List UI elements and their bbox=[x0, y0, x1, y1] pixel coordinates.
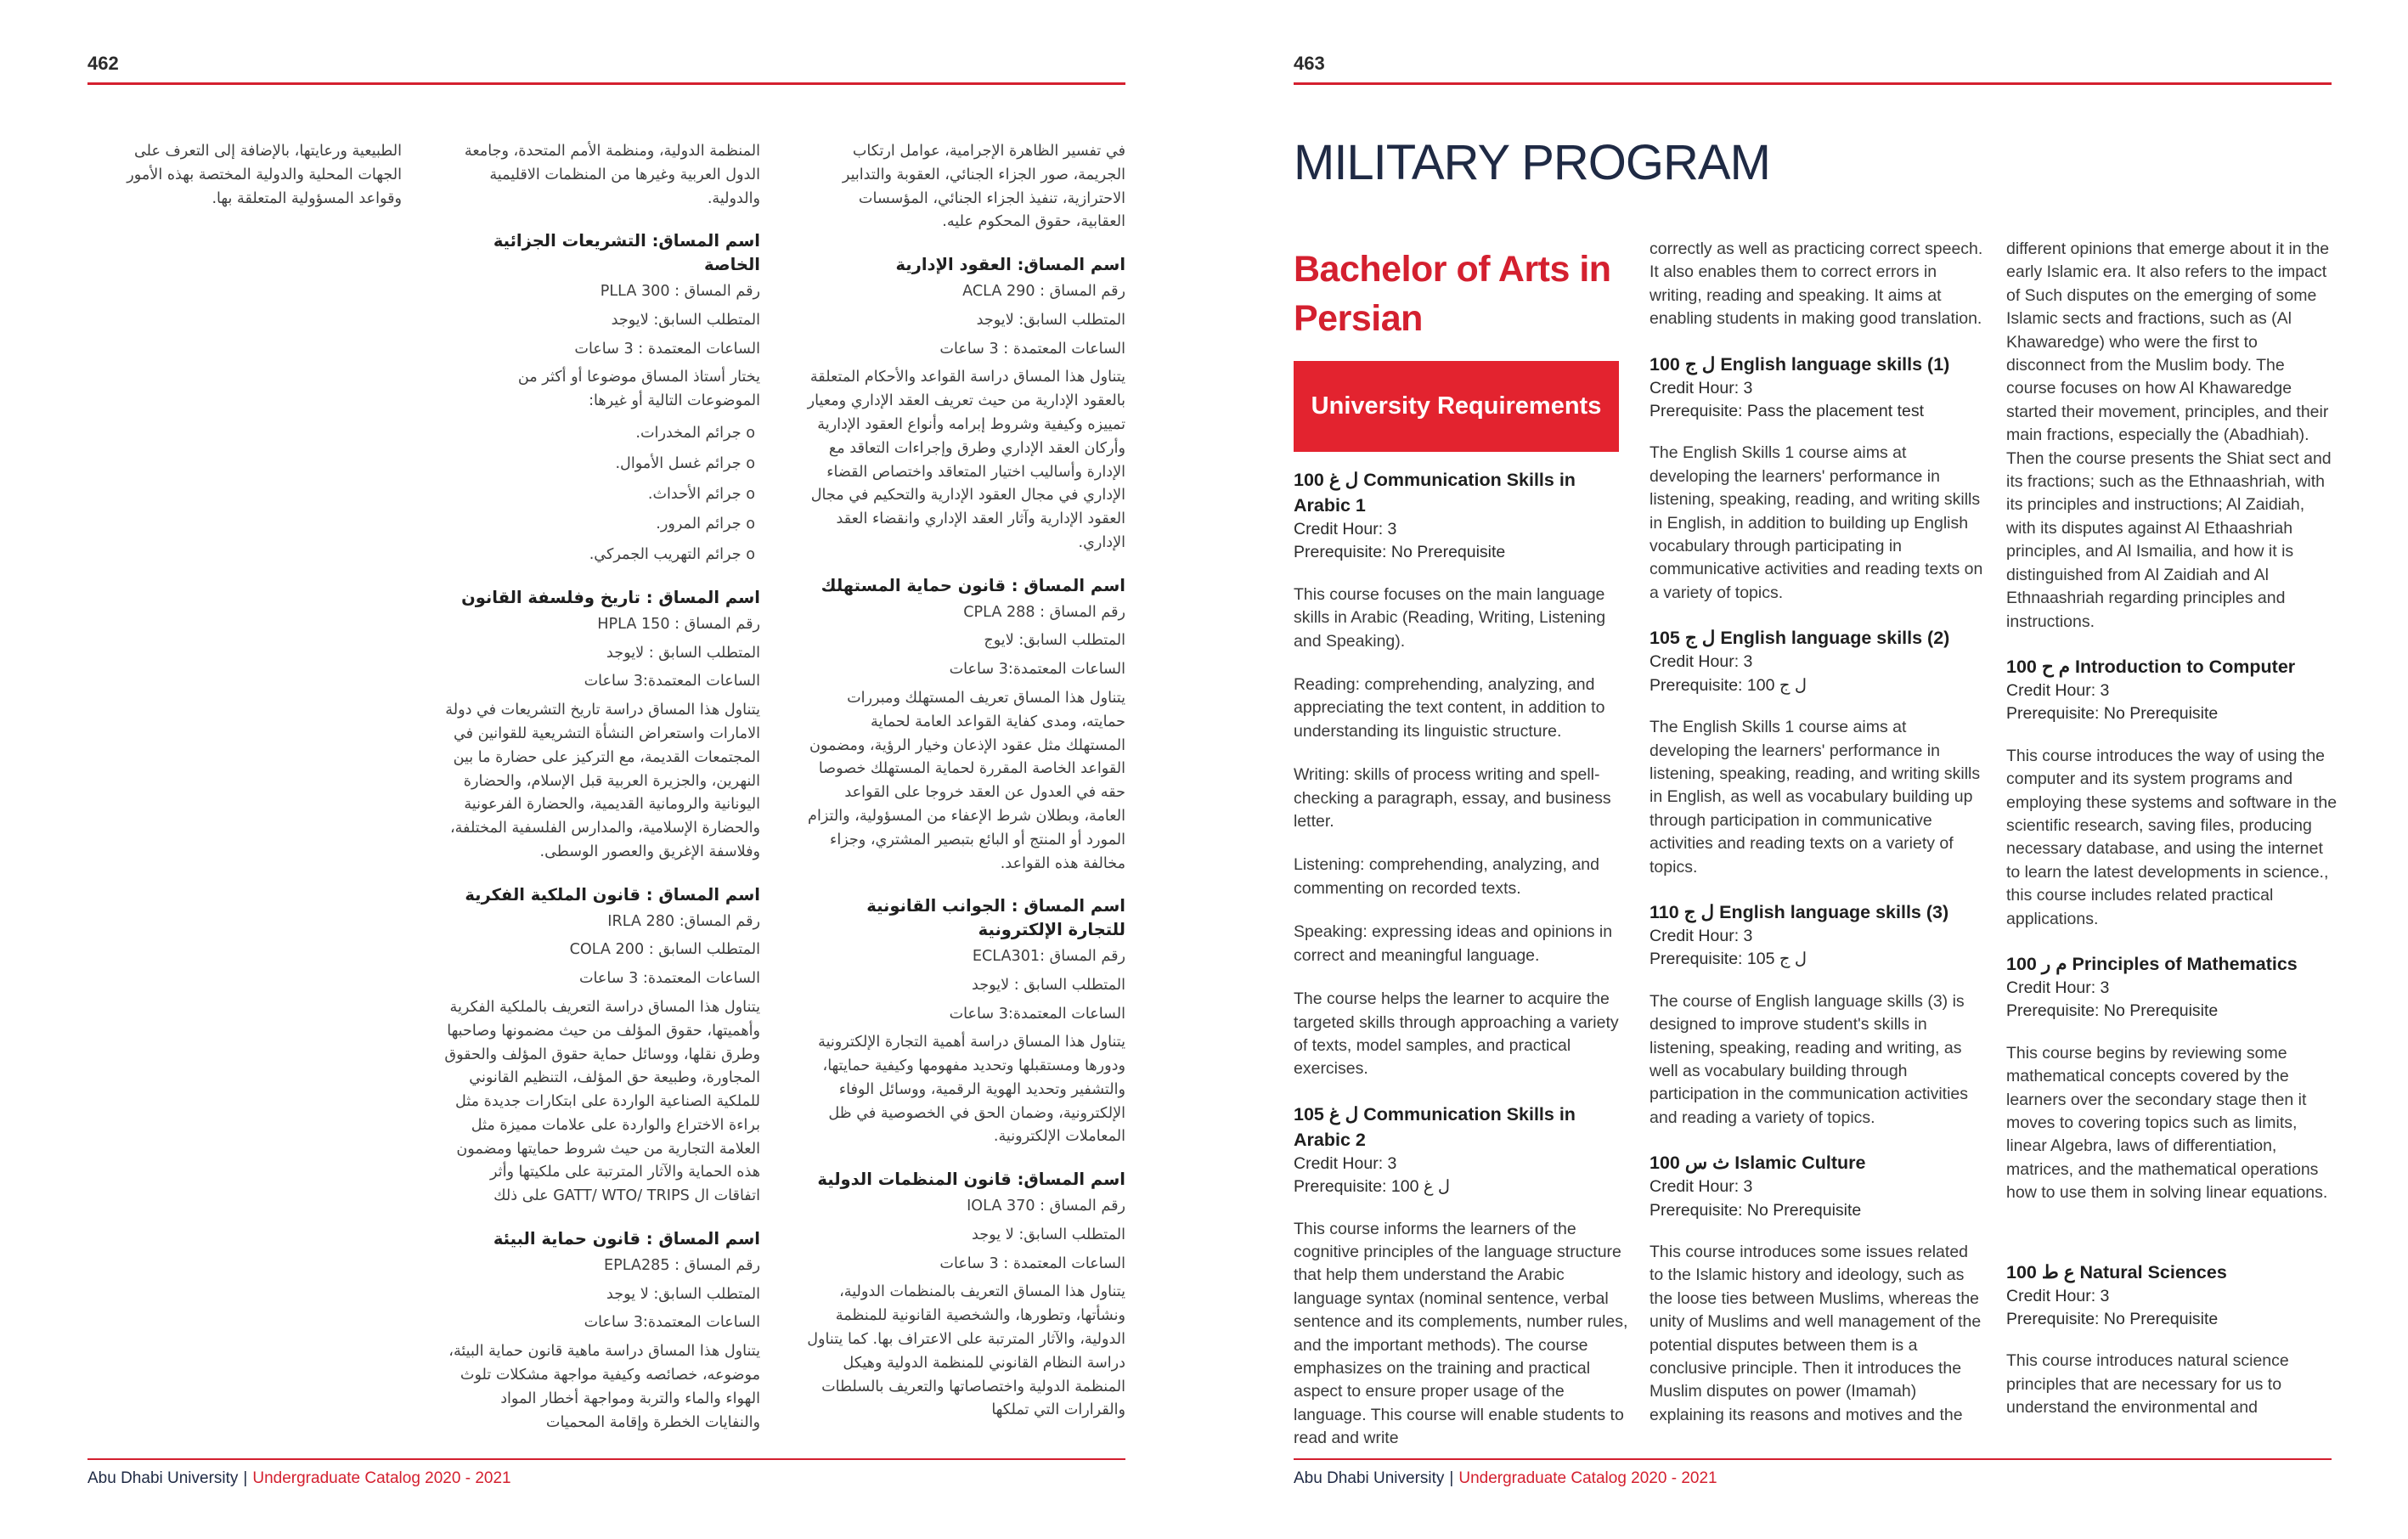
arabic-course-meta: رقم المساق: IRLA 280 bbox=[607, 912, 760, 930]
arabic-list-item: o جرائم الأحداث. bbox=[647, 485, 755, 503]
course-description: The English Skills 1 course aims at developing the learners' performance in listening, speaking, reading, and writing skills in English, as well as vocabulary building up through participation in communicative activities and reading texts on a variety of topics. bbox=[1650, 718, 1981, 877]
arabic-course-meta: المتطلب السابق : لايوجد bbox=[606, 644, 760, 662]
course-heading: 105 ل غ Communication Skills in Arabic 2 bbox=[1294, 1103, 1576, 1150]
course-description: correctly as well as practicing correct speech. It also enables them to correct errors in writing, reading and speaking. It aims at enabling students in making good translation. bbox=[1650, 240, 1983, 329]
arabic-paragraph: المنظمة الدولية، ومنظمة الأمم المتحدة، وجامعة الدول العربية وغيرها من المنظمات الاقليمية والدولية. bbox=[464, 143, 760, 207]
arabic-paragraph: يتناول هذا المساق دراسة ماهية قانون حماية البيئة، موضوعه، خصائصه وكيفية مواجهة مشكلات تلوث الهواء والماء والتربة ومواجهة أخطار المواد والنفايات الخطرة وإقامة المحميات bbox=[448, 1343, 760, 1431]
course-description: Writing: skills of process writing and spell-checking a paragraph, essay, and business letter. bbox=[1294, 765, 1611, 832]
course-description: The course of English language skills (3) is designed to improve student's skills in listening, speaking, reading and writing, as well as vocabulary building through participation in the communication activities and reading a variety of topics. bbox=[1650, 991, 1969, 1127]
arabic-course-meta: رقم المساق : EPLA285 bbox=[603, 1256, 760, 1274]
left-page-column-2 bbox=[442, 140, 760, 1443]
arabic-course-meta: رقم المساق :ECLA301 bbox=[972, 947, 1125, 965]
course-meta: Prerequisite: 100 ل غ bbox=[1294, 1177, 1451, 1197]
arabic-course-meta: الساعات المعتمدة : 3 ساعات bbox=[939, 1254, 1125, 1272]
course-heading: 100 ل ج English language skills (1) bbox=[1650, 353, 1950, 375]
course-meta: Credit Hour: 3 bbox=[1294, 520, 1397, 538]
degree-title: Bachelor of Arts in Persian bbox=[1294, 249, 1611, 339]
course-description: Speaking: expressing ideas and opinions in correct and meaningful language. bbox=[1294, 922, 1613, 965]
header-rule-right bbox=[1294, 82, 2332, 85]
arabic-course-meta: رقم المساق : PLLA 300 bbox=[600, 282, 760, 300]
course-description: Reading: comprehending, analyzing, and appreciating the text content, in addition to understanding its linguistic structure. bbox=[1294, 675, 1605, 741]
course-heading: 100 ل غ Communication Skills in Arabic 1 bbox=[1294, 470, 1576, 516]
page-number-left: 462 bbox=[87, 53, 119, 74]
footer-separator: | bbox=[1449, 1469, 1454, 1487]
arabic-list-item: o جرائم غسل الأموال. bbox=[615, 454, 755, 472]
arabic-course-meta: رقم المساق : HPLA 150 bbox=[597, 615, 760, 633]
arabic-course-heading: اسم المساق : تاريخ وفلسفة القانون bbox=[461, 587, 760, 607]
arabic-course-meta: رقم المساق : CPLA 288 bbox=[963, 603, 1125, 621]
course-meta: Credit Hour: 3 bbox=[2006, 978, 2110, 997]
arabic-paragraph: يتناول هذا المساق التعريف بالمنظمات الدولية، ونشأتها، وتطورها، والشخصية القانونية للمنظمة الدولية، والآثار المترتبة على الاعتراف بها. كما يتناول دراسة النظام القانوني للمنظمة الدولية وهيكل المنظمة الدولية واختصاصاتها والتعريف بالسلطات والقرارات التي تملكها bbox=[807, 1283, 1125, 1419]
arabic-paragraph: يتناول هذا المساق دراسة أهمية التجارة الإلكترونية ودورها ومستقبلها وتحديد مفهومها وكيفية حمايتها، والتشفير وتحديد الهوية الرقمية، ووسائل الوفاء الإلكترونية، وضمان الحق في الخصوصية في ظل المعاملات الإلكترونية. bbox=[818, 1034, 1125, 1146]
course-heading: 110 ل ج English language skills (3) bbox=[1650, 901, 1949, 922]
course-meta: Prerequisite: No Prerequisite bbox=[2006, 1001, 2219, 1021]
course-description: This course introduces natural science principles that are necessary for us to understand the environmental and bbox=[2006, 1351, 2289, 1418]
arabic-course-meta: المتطلب السابق: لايوجد bbox=[976, 311, 1125, 329]
course-meta: Credit Hour: 3 bbox=[1650, 1177, 1753, 1197]
right-page-column-1 bbox=[1294, 467, 1629, 1471]
program-title: MILITARY PROGRAM bbox=[1294, 135, 1770, 190]
footer-rule-left bbox=[87, 1458, 1125, 1460]
arabic-paragraph: يتناول هذا المساق تعريف المستهلك ومبررات حمايته، ومدى كفاية القواعد العامة لحماية المستهلك مثل عقود الإذعان وخيار الرؤية، ومضمون القواعد الخاصة المقررة لحماية المستهلك خصوصا حقه في العدول عن العقد خروجا على القواعد العامة، وبطلان شرط الإعفاء من المسؤولية، والتزام المورد أو المنتج أو البائع بتبصير المشتري، وجزاء مخالفة هذه القواعد. bbox=[808, 689, 1125, 872]
arabic-course-meta: الساعات المعتمدة : 3 ساعات bbox=[939, 340, 1125, 358]
arabic-course-meta: الساعات المعتمدة:3 ساعات bbox=[584, 673, 760, 691]
course-meta: Credit Hour: 3 bbox=[1650, 926, 1753, 945]
arabic-paragraph: يتناول هذا المساق دراسة القواعد والأحكام المتعلقة بالعقود الإدارية من حيث تعريف العقد الإداري ومعيار تمييزه وكيفية وشروط إبرامه وأنواع العقود الإدارية وأركان العقد الإداري وطرق وإجراءات التعاقد مع الإدارة وأساليب اختيار المتعاقد واختصاص القضاء الإداري في مجال العقود الإدارية والتحكيم في مجال العقود الإدارية وآثار العقد الإداري وانقضاء العقد الإداري. bbox=[807, 369, 1125, 551]
page-number-right: 463 bbox=[1294, 53, 1325, 74]
course-description: different opinions that emerge about it in the early Islamic era. It also refers to the impact of Such disputes on the emerging of some Islamic sects and fractions, such as (Al Khawaredge) who were the first to disconnect from the Muslim body. The course focuses on how Al Khawaredge started their movement, principles, and their main fractions, especially the (Abadhiah). Then the course presents the Shiat sect and its fractions; such as the Ethnaashriah, with its principles and instructions; Al Zaidiah, with its disputes against Al Ethaashriah principles, and Al Ismailia, and how it is distinguished from Al Zaidiah and Al Ethnaashriah regarding principles and instructions. bbox=[2006, 240, 2332, 631]
arabic-course-meta: المتطلب السابق: لايوج bbox=[984, 632, 1125, 650]
left-page-column-1 bbox=[807, 140, 1125, 1431]
arabic-list-item: o جرائم المخدرات. bbox=[635, 424, 755, 442]
header-rule-left bbox=[87, 82, 1125, 85]
arabic-course-heading: اسم المساق: العقود الإدارية bbox=[895, 255, 1125, 275]
course-description: The English Skills 1 course aims at developing the learners' performance in listening, speaking, reading, and writing skills in English, in addition to building up English vocabulary through participating in communicative activities and reading texts on a variety of topics. bbox=[1650, 443, 1983, 602]
course-meta: Credit Hour: 3 bbox=[2006, 1286, 2110, 1305]
course-meta: Prerequisite: Pass the placement test bbox=[1650, 402, 1924, 421]
footer-catalog: Undergraduate Catalog 2020 - 2021 bbox=[252, 1469, 511, 1487]
arabic-paragraph: في تفسير الظاهرة الإجرامية، عوامل ارتكاب الجريمة، صور الجزاء الجنائي، العقوبة والتدابير الاحترازية، تنفيذ الجزاء الجنائي، المؤسسات العقابية، حقوق المحكوم عليه. bbox=[842, 143, 1125, 231]
course-description: This course introduces the way of using the computer and its system programs and employing these systems and software in the scientific research, saving files, producing necessary database, and using the internet to learn the latest developments in science., this course includes related practical applications. bbox=[2006, 746, 2338, 928]
arabic-course-meta: الساعات المعتمدة:3 ساعات bbox=[949, 1005, 1125, 1023]
course-meta: Credit Hour: 3 bbox=[1650, 378, 1753, 397]
footer-right bbox=[1294, 1469, 1717, 1488]
arabic-course-meta: الساعات المعتمدة:3 ساعات bbox=[949, 661, 1125, 679]
course-description: This course focuses on the main language skills in Arabic (Reading, Writing, Listening and Speaking). bbox=[1294, 584, 1606, 651]
footer-university: Abu Dhabi University bbox=[1294, 1469, 1445, 1487]
course-meta: Prerequisite: No Prerequisite bbox=[2006, 1310, 2219, 1329]
course-meta: Credit Hour: 3 bbox=[1650, 652, 1753, 672]
course-description: This course introduces some issues related to the Islamic history and ideology, such as the loose ties between Muslims, whereas the unity of Muslims and well management of the potential disputes between them is a conclusive principle. Then it introduces the Muslim disputes on power (Imamah) explaining its reasons and motives and the bbox=[1650, 1243, 1982, 1424]
spacer bbox=[2006, 1226, 2338, 1260]
arabic-paragraph: يختار أستاذ المساق موضوعا أو أكثر من الموضوعات التالية أو غيرها: bbox=[517, 369, 760, 410]
arabic-paragraph: يتناول هذا المساق دراسة التعريف بالملكية الفكرية وأهميتها، حقوق المؤلف من حيث مضمونها وصاحبها وطرق نقلها، ووسائل حماية حقوق المؤلف والحقوق المجاورة، وطبيعة حق المؤلف، التنظيم القانوني للملكية الصناعية الواردة على ابتكارات جديدة مثل براءة الاختراع والواردة على علامات مميزة مثل العلامة التجارية من حيث شروط حمايتها ومضمون هذه الحماية والآثار المترتبة على ملكيتها وأثر اتفاقات ال GATT/ WTO/ TRIPS على ذلك bbox=[444, 998, 760, 1205]
course-heading: 100 م ر Principles of Mathematics bbox=[2006, 953, 2298, 974]
arabic-course-meta: الساعات المعتمدة:3 ساعات bbox=[584, 1314, 760, 1332]
course-description: This course begins by reviewing some mathematical concepts covered by the learners over the secondary stage then it moves to covering topics such as limits, linear Algebra, laws of differentiation, matrices, and the mathematical operations how to use them in solving linear equations. bbox=[2006, 1043, 2328, 1203]
arabic-list-item: o جرائم التهريب الجمركي. bbox=[589, 546, 755, 564]
arabic-paragraph: الطبيعية ورعايتها، بالإضافة إلى التعرف على الجهات المحلية والدولية المختصة بهذه الأمور وقواعد المسؤولية المتعلقة بها. bbox=[127, 143, 402, 207]
footer-university: Abu Dhabi University bbox=[87, 1469, 239, 1487]
arabic-course-meta: المتطلب السابق: لا يوجد bbox=[606, 1285, 760, 1303]
course-description: This course informs the learners of the cognitive principles of the language structure that help them understand the Arabic language syntax (nominal sentence, verbal sentence and its complements, number rules, and the important methods). The course emphasizes on the training and practical aspect to ensure proper usage of the language. This course will enable students to read and write bbox=[1294, 1219, 1628, 1448]
course-meta: Prerequisite: No Prerequisite bbox=[1294, 543, 1506, 562]
arabic-course-heading: اسم المساق: قانون المنظمات الدولية bbox=[817, 1170, 1125, 1190]
course-description: Listening: comprehending, analyzing, and commenting on recorded texts. bbox=[1294, 855, 1599, 898]
footer-rule-right bbox=[1294, 1458, 2332, 1460]
arabic-course-meta: الساعات المعتمدة : 3 ساعات bbox=[574, 340, 760, 358]
arabic-course-meta: المتطلب السابق : COLA 200 bbox=[569, 941, 760, 959]
arabic-course-heading: اسم المساق : قانون الملكية الفكرية bbox=[465, 884, 760, 905]
arabic-course-heading: اسم المساق : الجوانب القانونية للتجارة الإلكترونية bbox=[866, 896, 1125, 940]
course-description: The course helps the learner to acquire the targeted skills through approaching a variety of texts, model samples, and practical exercises. bbox=[1294, 989, 1619, 1079]
course-meta: Prerequisite: 105 ل ج bbox=[1650, 950, 1807, 969]
right-page-column-3 bbox=[2006, 238, 2338, 1440]
arabic-paragraph: يتناول هذا المساق دراسة تاريخ التشريعات في دولة الامارات واستعراض النشأة التشريعية للقوانين في المجتمعات القديمة، مع التركيز على حضارة ما بين النهرين، والجزيرة العربية قبل الإسلام، والحضارة اليونانية والرومانية القديمية، والحضارة الفرعونية والحضارة الإسلامية، والمدارس الفلسفية المختلفة، وفلاسفة الإغريق والعصور الوسطى. bbox=[445, 702, 760, 860]
arabic-course-meta: رقم المساق : IOLA 370 bbox=[967, 1198, 1125, 1215]
arabic-course-heading: اسم المساق: التشريعات الجزائية الخاصة bbox=[493, 231, 760, 275]
arabic-course-meta: المتطلب السابق: لايوجد bbox=[611, 311, 760, 329]
course-heading: 100 ع ط Natural Sciences bbox=[2006, 1261, 2227, 1282]
course-meta: Prerequisite: No Prerequisite bbox=[2006, 704, 2219, 724]
university-requirements-banner: University Requirements bbox=[1294, 361, 1619, 452]
arabic-course-heading: اسم المساق : قانون حماية البيئة bbox=[493, 1229, 760, 1249]
arabic-list-item: o جرائم المرور. bbox=[656, 516, 755, 533]
course-meta: Prerequisite: No Prerequisite bbox=[1650, 1200, 1862, 1220]
footer-separator: | bbox=[243, 1469, 248, 1487]
arabic-course-meta: رقم المساق : ACLA 290 bbox=[962, 282, 1125, 300]
course-meta: Credit Hour: 3 bbox=[1294, 1153, 1397, 1173]
arabic-course-meta: المتطلب السابق: لا يوجد bbox=[972, 1226, 1125, 1243]
right-page-column-2 bbox=[1650, 238, 1985, 1447]
arabic-course-meta: المتطلب السابق : لايوجد bbox=[972, 976, 1125, 994]
footer-left bbox=[87, 1469, 511, 1488]
course-heading: 100 ث س Islamic Culture bbox=[1650, 1153, 1866, 1174]
course-heading: 105 ل ج English language skills (2) bbox=[1650, 628, 1950, 649]
course-meta: Credit Hour: 3 bbox=[2006, 680, 2110, 700]
arabic-course-meta: الساعات المعتمدة: 3 ساعات bbox=[578, 970, 760, 988]
arabic-course-heading: اسم المساق : قانون حماية المستهلك bbox=[821, 575, 1125, 595]
course-heading: 100 م ح Introduction to Computer bbox=[2006, 656, 2296, 677]
course-meta: Prerequisite: 100 ل ج bbox=[1650, 675, 1807, 695]
left-page-column-3 bbox=[87, 140, 402, 219]
footer-catalog: Undergraduate Catalog 2020 - 2021 bbox=[1458, 1469, 1717, 1487]
